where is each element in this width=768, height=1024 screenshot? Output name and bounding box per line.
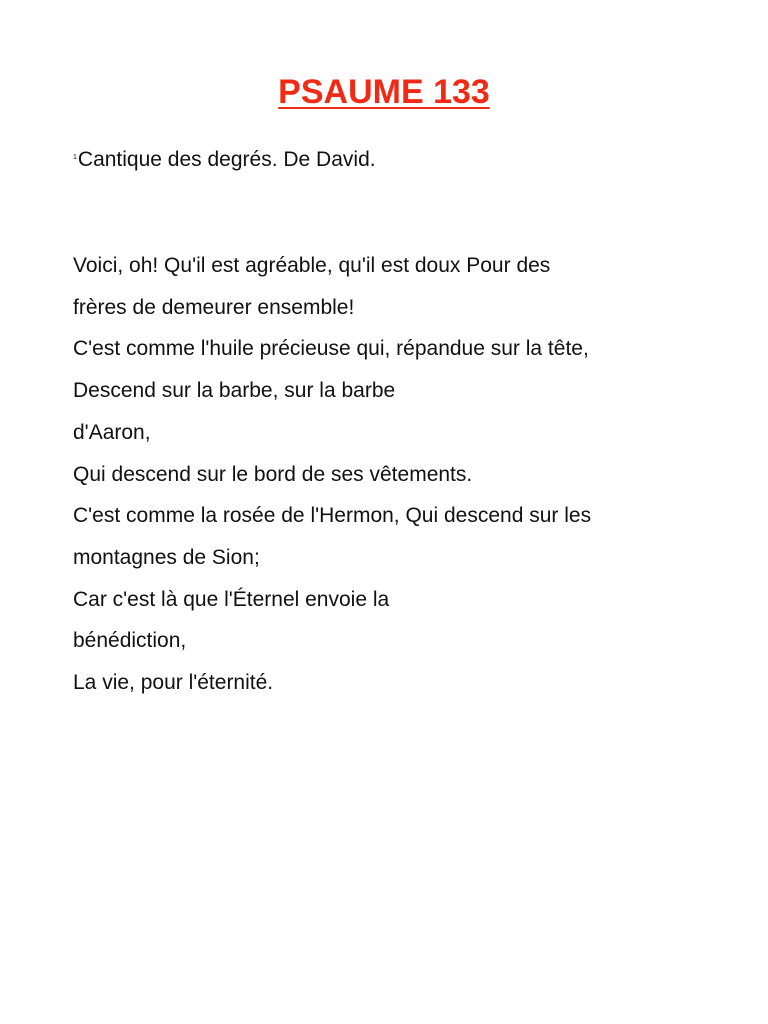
text-line: C'est comme l'huile précieuse qui, répandue sur la tête, (73, 337, 589, 361)
page-title: PSAUME 133 (278, 73, 490, 111)
text-line: Descend sur la barbe, sur la barbe (73, 379, 396, 403)
text-line: Voici, oh! Qu'il est agréable, qu'il est doux Pour des (73, 254, 551, 277)
text-line: frères de demeurer ensemble! (73, 295, 355, 319)
verse-number: 1 (73, 154, 77, 161)
text-line: d'Aaron, (73, 420, 151, 444)
text-line: Car c'est là que l'Éternel envoie la (73, 587, 390, 611)
text-line: bénédiction, (73, 629, 187, 653)
text-line: La vie, pour l'éternité. (73, 671, 274, 695)
text-line: Qui descend sur le bord de ses vêtements. (73, 462, 473, 486)
superscription (73, 143, 376, 175)
text-line: montagnes de Sion; (73, 545, 260, 569)
text-line: C'est comme la rosée de l'Hermon, Qui descend sur les (73, 504, 592, 528)
psalm-text (73, 245, 713, 704)
superscription-text: Cantique des degrés. De David. (77, 148, 376, 171)
